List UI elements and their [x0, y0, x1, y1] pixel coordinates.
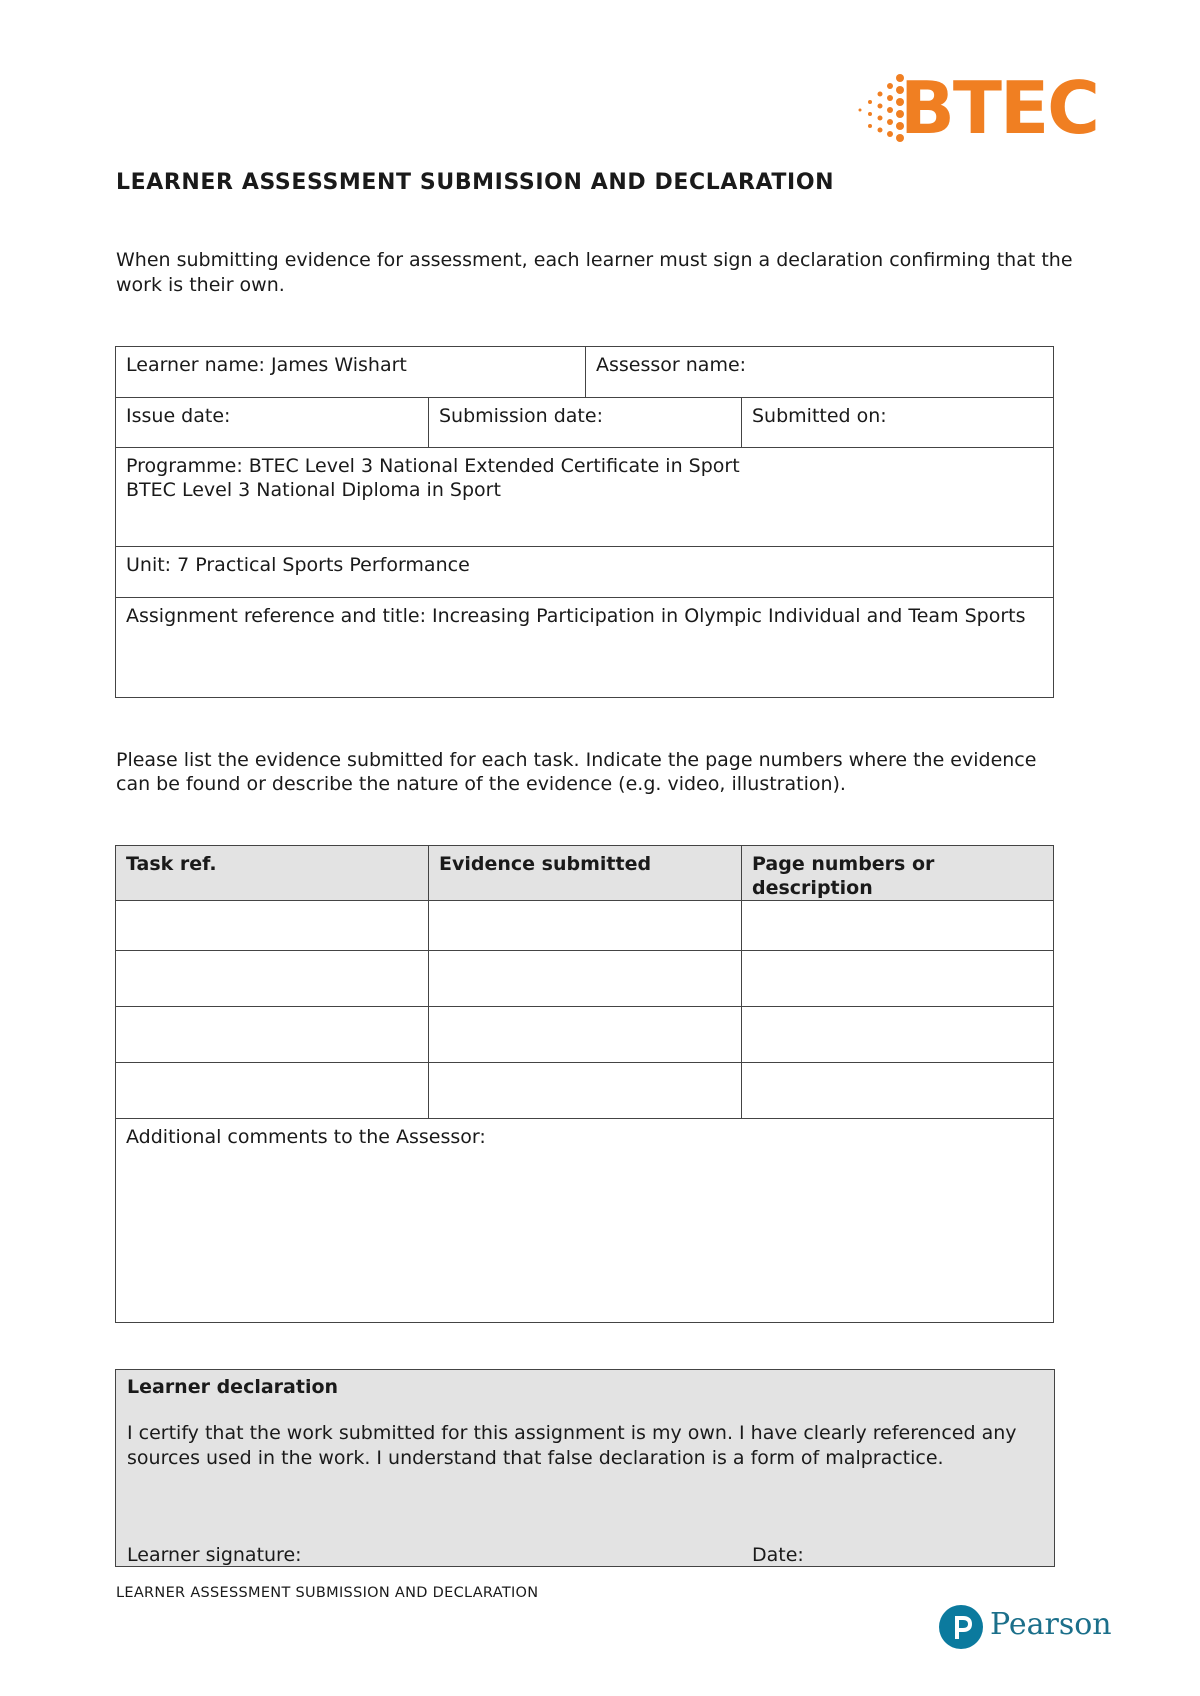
evidence-cell[interactable] — [429, 1063, 742, 1119]
programme-line-1: Programme: BTEC Level 3 National Extended Certificate in Sport — [126, 455, 740, 477]
learner-signature-field[interactable]: Learner signature: — [127, 1544, 302, 1566]
declaration-text: I certify that the work submitted for this assignment is my own. I have clearly referenced any sources used in the work. I understand that false declaration is a form of malpractice. — [127, 1422, 1017, 1469]
evidence-cell[interactable] — [429, 901, 742, 951]
page-title: LEARNER ASSESSMENT SUBMISSION AND DECLARATION — [116, 170, 835, 195]
page-numbers-cell[interactable] — [742, 1063, 1054, 1119]
header-task-ref: Task ref. — [116, 846, 429, 901]
submitted-on-field[interactable]: Submitted on: — [742, 398, 1054, 448]
pearson-wordmark: Pearson — [990, 1607, 1112, 1642]
page-numbers-cell[interactable] — [742, 901, 1054, 951]
btec-logo — [850, 66, 1099, 150]
table-row — [116, 951, 1054, 1007]
task-ref-cell[interactable] — [116, 951, 429, 1007]
table-row — [116, 901, 1054, 951]
programme-line-2: BTEC Level 3 National Diploma in Sport — [126, 479, 501, 501]
assignment-field[interactable]: Assignment reference and title: Increasing Participation in Olympic Individual and Team Sports — [116, 598, 1054, 698]
page-numbers-cell[interactable] — [742, 1007, 1054, 1063]
footer-text: LEARNER ASSESSMENT SUBMISSION AND DECLARATION — [116, 1585, 539, 1601]
evidence-instructions: Please list the evidence submitted for each task. Indicate the page numbers where the evidence can be found or describe the nature of the evidence (e.g. video, illustration). — [116, 749, 1037, 795]
assessor-name-field[interactable]: Assessor name: — [586, 347, 1054, 398]
header-page-numbers: Page numbers or description — [742, 846, 1054, 901]
declaration-heading: Learner declaration — [127, 1376, 339, 1398]
page-numbers-cell[interactable] — [742, 951, 1054, 1007]
intro-text: When submitting evidence for assessment, each learner must sign a declaration confirming that the work is their own. — [116, 249, 1073, 296]
pearson-logo — [938, 1603, 1112, 1653]
programme-field[interactable] — [116, 448, 1054, 547]
evidence-cell[interactable] — [429, 1007, 742, 1063]
learner-name-field[interactable]: Learner name: James Wishart — [116, 347, 586, 398]
unit-field[interactable]: Unit: 7 Practical Sports Performance — [116, 547, 1054, 598]
learner-info-table — [115, 346, 1054, 698]
evidence-cell[interactable] — [429, 951, 742, 1007]
table-row — [116, 1063, 1054, 1119]
task-ref-cell[interactable] — [116, 1007, 429, 1063]
table-row — [116, 1007, 1054, 1063]
additional-comments-field[interactable]: Additional comments to the Assessor: — [116, 1119, 1054, 1323]
btec-wordmark: BTEC — [900, 66, 1099, 150]
learner-declaration-box — [115, 1369, 1055, 1567]
task-ref-cell[interactable] — [116, 1063, 429, 1119]
pearson-p-icon — [938, 1603, 984, 1651]
issue-date-field[interactable]: Issue date: — [116, 398, 429, 448]
evidence-table — [115, 845, 1054, 1323]
task-ref-cell[interactable] — [116, 901, 429, 951]
header-evidence-submitted: Evidence submitted — [429, 846, 742, 901]
submission-date-field[interactable]: Submission date: — [429, 398, 742, 448]
declaration-date-field[interactable]: Date: — [752, 1544, 804, 1566]
